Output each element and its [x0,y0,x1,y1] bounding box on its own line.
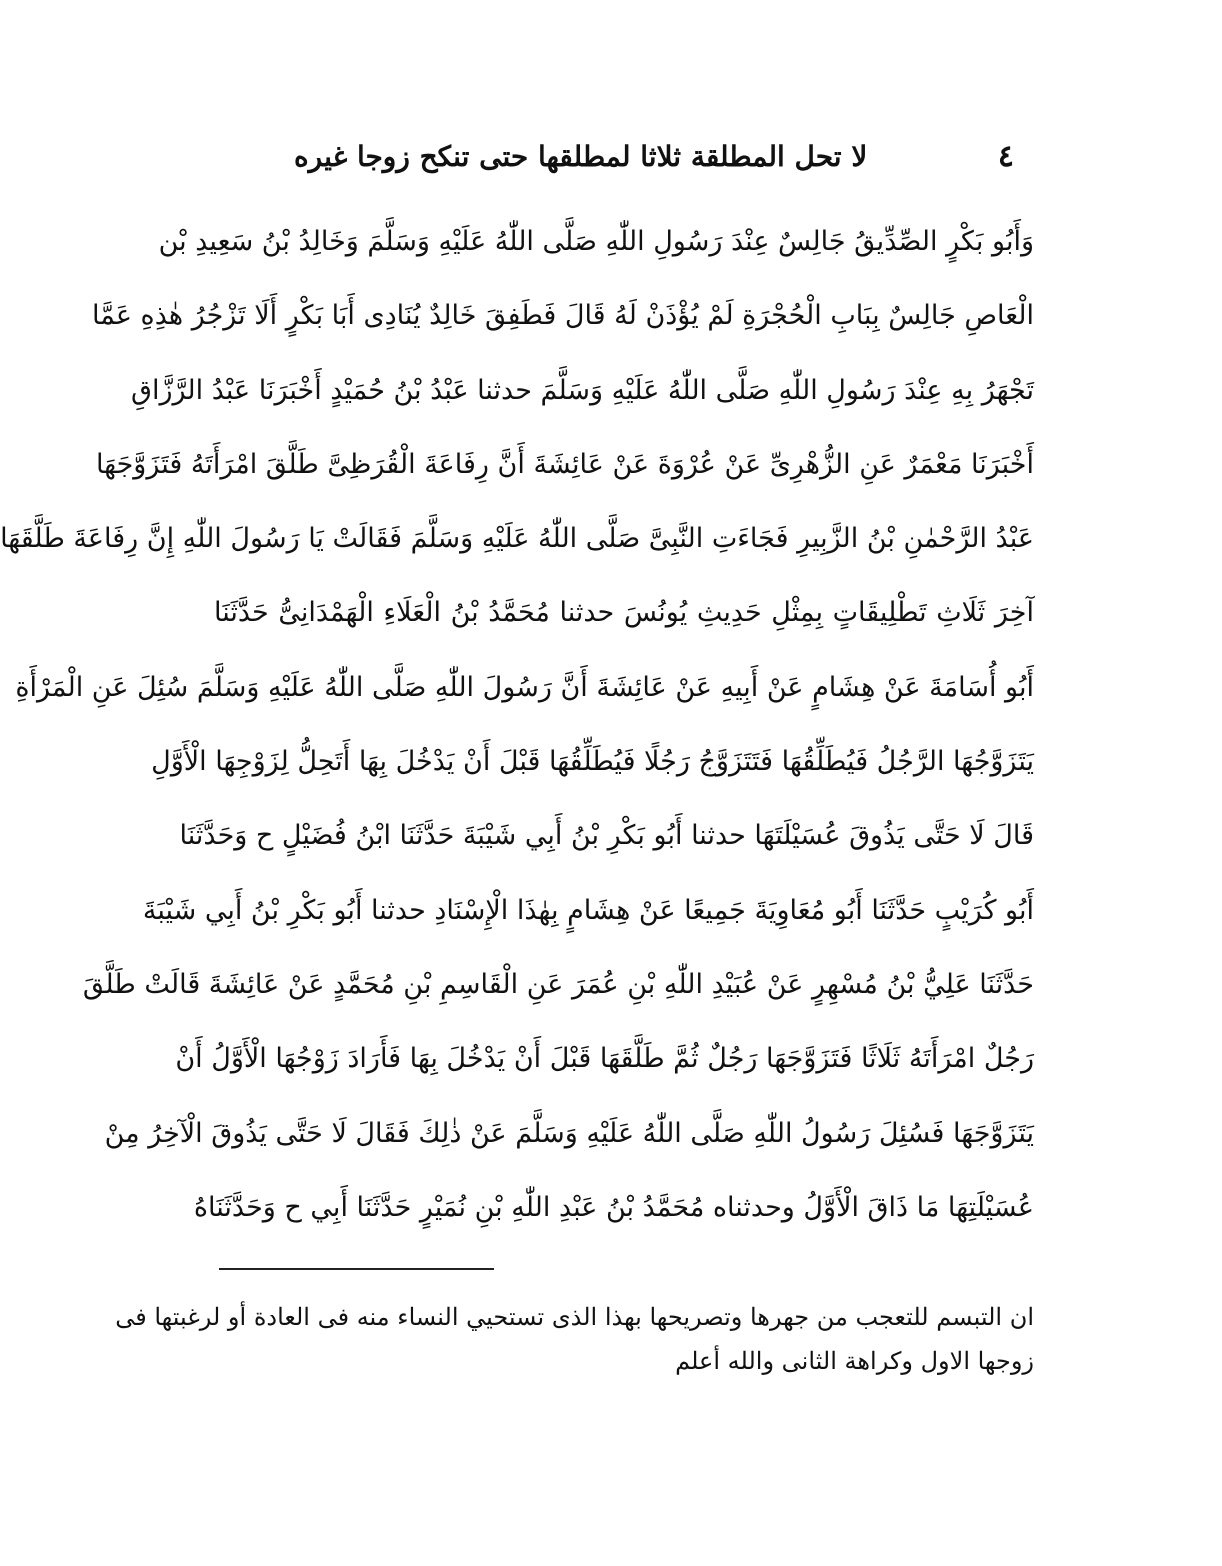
text-line: الْعَاصِ جَالِسٌ بِبَابِ الْحُجْرَةِ لَمْ يُؤْذَنْ لَهُ قَالَ فَطَفِقَ خَالِدٌ يُنَادِى أَبَا بَكْرٍ أَلَا تَزْجُرُ هٰذِهِ عَمَّا [92,300,1034,332]
hadith-text [0,205,1034,1245]
footnote-line: ان التبسم للتعجب من جهرها وتصريحها بهذا الذى تستحيي النساء منه فى العادة أو لرغبتها فى [115,1303,1034,1331]
running-title: لا تحل المطلقة ثلاثا لمطلقها حتى تنكح زوجا غيره [294,139,868,173]
text-line: أَبُو كُرَيْبٍ حَدَّثَنَا أَبُو مُعَاوِيَةَ جَمِيعًا عَنْ هِشَامٍ بِهٰذَا الْإِسْنَادِ حدثنا أَبُو بَكْرِ بْنُ أَبِي شَيْبَةَ [142,894,1034,926]
text-line: يَتَزَوَّجُهَا الرَّجُلُ فَيُطَلِّقُهَا فَتَتَزَوَّجُ رَجُلًا فَيُطَلِّقُهَا قَبْلَ أَنْ يَدْخُلَ بِهَا أَتَحِلُّ لِزَوْجِهَا الْأَوَّلِ [151,746,1034,778]
footnote-divider [219,1268,494,1270]
text-line: تَجْهَرُ بِهِ عِنْدَ رَسُولِ اللّٰهِ صَلَّى اللّٰهُ عَلَيْهِ وَسَلَّمَ حدثنا عَبْدُ بْنُ حُمَيْدٍ أَخْبَرَنَا عَبْدُ الرَّزَّاقِ [131,374,1034,406]
text-line: يَتَزَوَّجَهَا فَسُئِلَ رَسُولُ اللّٰهِ صَلَّى اللّٰهُ عَلَيْهِ وَسَلَّمَ عَنْ ذٰلِكَ فَقَالَ لَا حَتَّى يَذُوقَ الْآخِرُ مِنْ [104,1117,1034,1149]
text-line: وَأَبُو بَكْرٍ الصِّدِّيقُ جَالِسٌ عِنْدَ رَسُولِ اللّٰهِ صَلَّى اللّٰهُ عَلَيْهِ وَسَلَّمَ وَخَالِدُ بْنُ سَعِيدِ بْن [158,226,1034,257]
page-number: ٤ [997,138,1014,174]
text-line: حَدَّثَنَا عَلِيُّ بْنُ مُسْهِرٍ عَنْ عُبَيْدِ اللّٰهِ بْنِ عُمَرَ عَنِ الْقَاسِمِ بْنِ مُحَمَّدٍ عَنْ عَائِشَةَ قَالَتْ طَلَّقَ [82,968,1034,1000]
text-line: أَخْبَرَنَا مَعْمَرٌ عَنِ الزُّهْرِىِّ عَنْ عُرْوَةَ عَنْ عَائِشَةَ أَنَّ رِفَاعَةَ الْقُرَظِىَّ طَلَّقَ امْرَأَتَهُ فَتَزَوَّجَهَا [95,448,1034,480]
text-line: عُسَيْلَتِهَا مَا ذَاقَ الْأَوَّلُ وحدثناه مُحَمَّدُ بْنُ عَبْدِ اللّٰهِ بْنِ نُمَيْرٍ حَدَّثَنَا أَبِي ح وَحَدَّثَنَاهُ [193,1191,1034,1223]
page-header [294,128,1014,184]
text-line: رَجُلٌ امْرَأَتَهُ ثَلَاثًا فَتَزَوَّجَهَا رَجُلٌ ثُمَّ طَلَّقَهَا قَبْلَ أَنْ يَدْخُلَ بِهَا فَأَرَادَ زَوْجُهَا الْأَوَّلُ أَنْ [175,1043,1034,1075]
text-line: أَبُو أُسَامَةَ عَنْ هِشَامٍ عَنْ أَبِيهِ عَنْ عَائِشَةَ أَنَّ رَسُولَ اللّٰهِ صَلَّى اللّٰهُ عَلَيْهِ وَسَلَّمَ سُئِلَ عَنِ الْمَرْأَةِ [15,671,1034,703]
footnote-line: زوجها الاول وكراهة الثانى والله أعلم [675,1347,1034,1375]
text-line: آخِرَ ثَلَاثِ تَطْلِيقَاتٍ بِمِثْلِ حَدِيثِ يُونُسَ حدثنا مُحَمَّدُ بْنُ الْعَلَاءِ الْهَمْدَانِىُّ حَدَّثَنَا [214,597,1034,629]
footnote [115,1295,1034,1383]
text-line: قَالَ لَا حَتَّى يَذُوقَ عُسَيْلَتَهَا حدثنا أَبُو بَكْرِ بْنُ أَبِي شَيْبَةَ حَدَّثَنَا ابْنُ فُضَيْلٍ ح وَحَدَّثَنَا [179,820,1034,852]
text-line: عَبْدُ الرَّحْمٰنِ بْنُ الزَّبِيرِ فَجَاءَتِ النَّبِىَّ صَلَّى اللّٰهُ عَلَيْهِ وَسَلَّمَ فَقَالَتْ يَا رَسُولَ اللّٰهِ إِنَّ رِفَاعَةَ طَلَّقَهَا [0,523,1034,555]
